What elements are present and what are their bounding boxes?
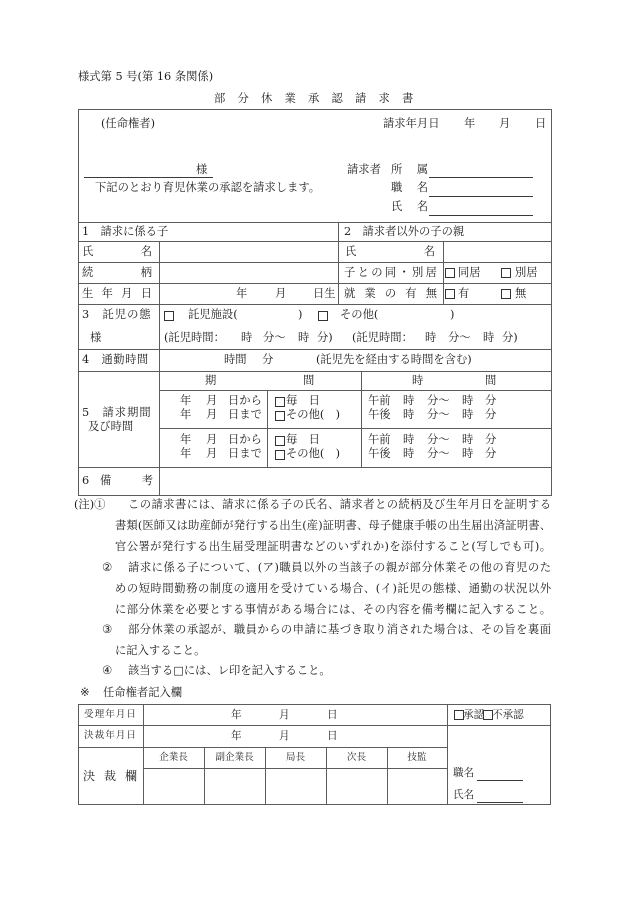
requester-name-label (391, 200, 428, 214)
decider-name-label: 氏名 (453, 789, 475, 801)
note-marker: ④ (102, 664, 113, 677)
birth-day-unit: 日生 (313, 287, 336, 300)
from-day-unit: 日から (228, 394, 262, 407)
child-birthdate-label (82, 287, 152, 301)
receipt-date-label (84, 708, 136, 722)
label-char: 氏 (82, 245, 94, 258)
period-header: 期 (205, 374, 217, 387)
label-char: 同 (384, 266, 397, 279)
employed-no-checkbox[interactable] (501, 289, 511, 299)
care-facility-label: 託児施設( (188, 308, 238, 321)
cohabitation-label (344, 266, 437, 280)
approval-seal-cell[interactable] (266, 769, 325, 803)
remarks-label (100, 474, 153, 488)
am-hour-unit: 時 (462, 433, 474, 446)
request-date-label: 請求年月日 (383, 117, 440, 130)
commute-minutes-unit: 分 (262, 353, 274, 366)
am-label: 午前 (368, 433, 391, 446)
requester-label: 請求者 (347, 163, 381, 176)
receipt-year-unit: 年 (231, 709, 242, 721)
care-time-minute-close: 分) (502, 331, 518, 344)
daily-label: 毎 日 (286, 394, 320, 407)
label-char: 名 (416, 200, 428, 213)
period-header: 間 (303, 374, 315, 387)
birth-year-unit: 年 (236, 287, 248, 300)
affiliation-label (391, 163, 428, 177)
note-marker: ③ (102, 623, 113, 636)
label-char: 居 (425, 266, 437, 279)
table-rule (159, 390, 551, 391)
care-time-hour: 時 (425, 331, 437, 344)
affiliation-field[interactable] (430, 162, 533, 177)
decision-date-label (84, 729, 136, 743)
commute-hours-unit: 時間 (224, 353, 247, 366)
to-month-unit: 月 (206, 408, 218, 421)
care-other-checkbox[interactable] (318, 311, 328, 321)
from-month-unit: 月 (206, 394, 218, 407)
am-minute-unit: 分 (485, 433, 497, 446)
note-line: 官公署が発行する出生届受理証明書などのいずれか)を添付すること(写しでも可)。 (115, 540, 551, 553)
employment-label (344, 287, 437, 301)
child-name-label (82, 245, 152, 259)
am-hour-unit: 時 (462, 394, 474, 407)
form-number: 様式第 5 号(第 16 条関係) (78, 70, 214, 83)
pm-minute-to: 分～ (427, 408, 450, 421)
label-char: 属 (416, 163, 428, 176)
label-char: ・ (398, 266, 410, 279)
commute-note: (託児先を経由する時間を含む) (316, 353, 472, 366)
label-char: 日 (126, 709, 136, 720)
other-frequency-checkbox[interactable] (275, 411, 285, 421)
cohabit-same-checkbox[interactable] (445, 268, 455, 278)
label-char: 氏 (391, 200, 403, 213)
note-line: この請求書には、請求に係る子の氏名、請求者との続柄及び生年月日を証明する (128, 498, 551, 511)
care-time-open: (託児時間： (164, 331, 225, 344)
other-frequency-checkbox[interactable] (275, 450, 285, 460)
label-char: 備 (100, 474, 112, 487)
requester-name-field[interactable] (430, 200, 533, 215)
section3-label-line2: 様 (90, 331, 102, 344)
care-time-minute-to: 分～ (448, 331, 471, 344)
employed-no-label: 無 (515, 287, 527, 300)
label-char: 所 (391, 163, 403, 176)
decider-title-underline (477, 780, 523, 781)
position-underline (429, 196, 533, 197)
pm-hour-unit: 時 (403, 447, 415, 460)
am-label: 午前 (368, 394, 391, 407)
decider-title-label: 職名 (453, 767, 475, 779)
table-rule (267, 390, 268, 467)
am-minute-unit: 分 (485, 394, 497, 407)
approver-header: 次長 (346, 752, 367, 763)
label-char: 名 (140, 245, 152, 258)
section4-label: 4 通勤時間 (82, 353, 149, 366)
to-day-unit: 日まで (228, 447, 262, 460)
table-rule (78, 747, 447, 748)
child-name-field[interactable] (160, 242, 337, 261)
request-date-month: 月 (499, 117, 511, 130)
care-facility-close: ) (298, 308, 303, 321)
approval-column-label (83, 769, 137, 783)
label-char: 受 (84, 709, 94, 720)
care-time-minute-close: 分) (317, 331, 333, 344)
requester-name-underline (429, 215, 533, 216)
table-rule (78, 304, 551, 305)
label-char: 月 (121, 287, 133, 300)
request-date-year: 年 (464, 117, 476, 130)
table-rule (338, 222, 339, 304)
label-char: 年 (105, 730, 115, 741)
honorific: 様 (196, 163, 208, 176)
decision-month-unit: 月 (279, 730, 290, 742)
label-char: 裁 (103, 769, 116, 783)
label-char: 名 (416, 181, 428, 194)
label-char: 無 (425, 287, 437, 300)
appointer-name-field[interactable] (84, 160, 192, 176)
label-char: 氏 (345, 245, 357, 258)
label-char: 子 (344, 266, 356, 279)
pm-label: 午後 (368, 447, 391, 460)
position-field[interactable] (430, 181, 533, 196)
appointer-label: (任命権者) (101, 117, 156, 130)
daily-label: 毎 日 (286, 433, 320, 446)
to-month-unit: 月 (206, 447, 218, 460)
other-frequency-label: その他( ) (286, 447, 341, 460)
section2-heading: 2 請求者以外の子の親 (344, 225, 465, 238)
label-char: の (384, 287, 397, 300)
label-char: 柄 (140, 266, 152, 279)
am-minute-to: 分～ (427, 433, 450, 446)
appointer-underline (84, 177, 213, 178)
decision-year-unit: 年 (231, 730, 242, 742)
approver-header: 企業長 (159, 752, 188, 763)
other-frequency-label: その他( ) (286, 408, 341, 421)
employed-yes-checkbox[interactable] (445, 289, 455, 299)
label-char: 就 (344, 287, 356, 300)
note-line: 請求に係る子について、(ア)職員以外の当該子の親が部分休業その他の育児のた (128, 561, 551, 574)
cohabit-same-label: 同居 (458, 266, 481, 279)
label-char: 考 (141, 474, 153, 487)
from-year-unit: 年 (180, 433, 192, 446)
label-char: 決 (84, 730, 94, 741)
label-char: 決 (83, 769, 96, 783)
pm-minute-unit: 分 (485, 447, 497, 460)
receipt-day-unit: 日 (327, 709, 338, 721)
from-month-unit: 月 (206, 433, 218, 446)
am-minute-to: 分～ (427, 394, 450, 407)
label-char: 名 (423, 245, 435, 258)
decider-title-field[interactable] (477, 765, 523, 779)
note-line: 部分休業の承認が、職員からの申請に基づき取り消された場合は、その旨を裏面 (128, 623, 551, 636)
label-char: 年 (101, 287, 113, 300)
position-label (391, 181, 428, 195)
table-rule (361, 371, 362, 467)
table-rule (78, 222, 551, 223)
care-facility-checkbox[interactable] (164, 311, 174, 321)
from-year-unit: 年 (180, 394, 192, 407)
daily-checkbox[interactable] (275, 397, 285, 407)
label-char: 理 (94, 709, 105, 720)
label-char: 月 (115, 730, 126, 741)
am-hour-unit: 時 (403, 394, 415, 407)
approval-seal-cell[interactable] (205, 769, 264, 803)
label-char: 月 (115, 709, 126, 720)
table-rule (78, 725, 551, 726)
note-line: 書類(医師又は助産師が発行する出生(産)証明書、母子健康手帳の出生届出済証明書、 (115, 519, 551, 532)
reference-mark: ※ (80, 686, 90, 699)
child-relation-label (82, 266, 152, 280)
note-marker: ② (102, 561, 113, 574)
other-parent-name-field[interactable] (444, 242, 550, 261)
label-char: 日 (140, 287, 152, 300)
birth-month-unit: 月 (275, 287, 287, 300)
note-line: めの短時間勤務の制度の適用を受けている場合、(イ)託児の態様、通勤の状況以外 (115, 582, 551, 595)
other-parent-name-label (345, 245, 435, 259)
note-marker: (注)① (74, 498, 106, 511)
pm-hour-unit: 時 (403, 408, 415, 421)
pm-minute-to: 分～ (427, 447, 450, 460)
table-rule (78, 283, 551, 284)
pm-hour-unit: 時 (462, 408, 474, 421)
approver-header: 技監 (407, 752, 427, 763)
to-day-unit: 日まで (228, 408, 262, 421)
label-char: 欄 (124, 769, 137, 783)
note-line: に記入すること。 (115, 644, 206, 657)
section5-label-line2: 及び時間 (88, 420, 134, 433)
care-other-close: ) (450, 308, 455, 321)
receipt-month-unit: 月 (279, 709, 290, 721)
section5-label-line1: 5 請求期間 (82, 406, 152, 419)
table-rule (447, 704, 448, 804)
care-time-hour: 時 (298, 331, 310, 344)
employed-yes-label: 有 (458, 287, 470, 300)
table-rule (78, 349, 551, 350)
time-header: 時 (412, 374, 424, 387)
daily-checkbox[interactable] (275, 436, 285, 446)
reject-label: 不承認 (492, 709, 524, 721)
pm-hour-unit: 時 (462, 447, 474, 460)
section3-label-line1: 3 託児の態 (82, 308, 152, 321)
table-rule (78, 371, 551, 372)
note-line: に部分休業を必要とする事情がある場合には、その内容を備考欄に記入すること。 (115, 603, 551, 616)
decision-day-unit: 日 (327, 730, 338, 742)
approval-seal-cell[interactable] (144, 769, 203, 803)
cohabit-separate-checkbox[interactable] (501, 268, 511, 278)
approver-header: 副企業長 (215, 752, 254, 763)
request-statement: 下記のとおり育児休業の承認を請求します。 (95, 181, 321, 194)
decider-name-field[interactable] (477, 787, 523, 801)
label-char: の (371, 266, 383, 279)
label-char: 別 (412, 266, 424, 279)
pm-label: 午後 (368, 408, 391, 421)
appointer-section-heading: 任命権者記入欄 (103, 686, 183, 699)
child-relation-field[interactable] (160, 263, 337, 282)
am-hour-unit: 時 (403, 433, 415, 446)
decider-name-underline (477, 802, 523, 803)
care-time-open: (託児時間： (352, 331, 413, 344)
label-char: と (357, 266, 369, 279)
label-char: 職 (391, 181, 403, 194)
label-char: 続 (82, 266, 94, 279)
label-char: 業 (364, 287, 376, 300)
section6-number: 6 (82, 474, 90, 487)
note-line: 該当する□には、レ印を記入すること。 (128, 664, 331, 677)
label-char: 生 (82, 287, 94, 300)
label-char: 日 (126, 730, 136, 741)
request-date-day: 日 (535, 117, 547, 130)
affiliation-underline (429, 177, 533, 178)
cohabit-separate-label: 別居 (515, 266, 538, 279)
label-char: 裁 (94, 730, 105, 741)
care-time-minute-to: 分～ (263, 331, 286, 344)
to-year-unit: 年 (180, 447, 192, 460)
approval-seal-cell[interactable] (327, 769, 386, 803)
label-char: 年 (105, 709, 115, 720)
table-rule (159, 428, 551, 429)
care-other-label: その他( (340, 308, 379, 321)
label-char: 有 (405, 287, 417, 300)
form-title: 部分休業承認請求書 (214, 92, 426, 105)
section1-heading: 1 請求に係る子 (82, 225, 169, 238)
time-header: 間 (485, 374, 497, 387)
approval-seal-cell[interactable] (388, 769, 446, 803)
pm-minute-unit: 分 (485, 408, 497, 421)
care-time-hour: 時 (483, 331, 495, 344)
remarks-field[interactable] (160, 468, 550, 494)
approver-header: 局長 (285, 752, 306, 763)
from-day-unit: 日から (228, 433, 262, 446)
to-year-unit: 年 (180, 408, 192, 421)
care-time-hour: 時 (241, 331, 253, 344)
approve-label: 承認 (463, 709, 485, 721)
